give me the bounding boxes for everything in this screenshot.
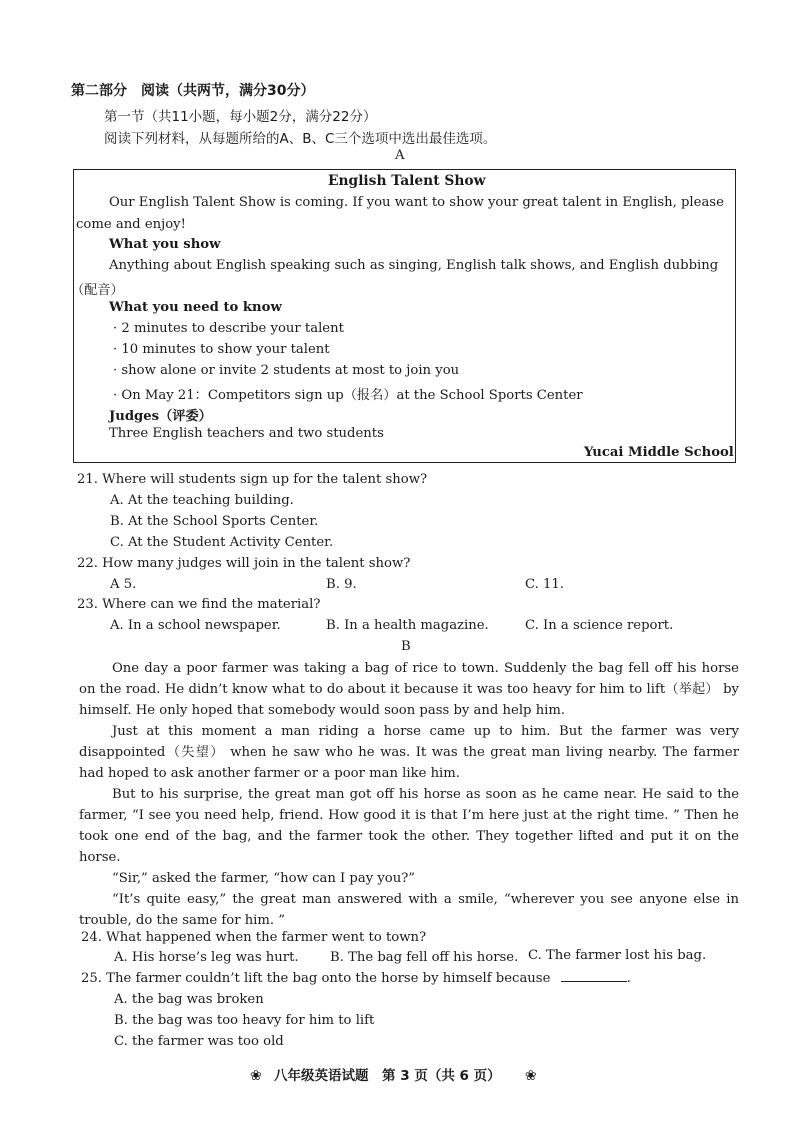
need-bullet: · 10 minutes to show your talent: [113, 342, 330, 357]
question-option: C. 11.: [525, 577, 564, 592]
passage-paragraph: Just at this moment a man riding a horse came up to him. But the farmer was very disappointed（失望） when he saw who he was. It was the great man living nearby. The farmer had hoped to ask another farmer or a poor man like him.: [79, 724, 739, 781]
stem-period: .: [626, 971, 631, 986]
question-stem-text: 25. The farmer couldn’t lift the bag onto the horse by himself because: [81, 971, 551, 986]
question-stem: [81, 971, 631, 986]
instruction: 阅读下列材料，从每题所给的A、B、C三个选项中选出最佳选项。: [104, 131, 497, 147]
question-option: A. At the teaching building.: [110, 493, 294, 508]
question-option: C. In a science report.: [525, 618, 674, 633]
notice-signature: Yucai Middle School: [584, 445, 734, 460]
passage-paragraph: “Sir,” asked the farmer, “how can I pay you?”: [112, 871, 416, 886]
page-footer: [250, 1064, 537, 1084]
question-stem: 24. What happened when the farmer went to town?: [81, 930, 427, 945]
judges-heading: Judges（评委）: [109, 409, 212, 424]
notice-intro-line1: Our English Talent Show is coming. If you want to show your great talent in English, please: [109, 195, 724, 210]
question-stem: 22. How many judges will join in the talent show?: [77, 556, 411, 571]
answer-blank: [561, 981, 627, 982]
passage-paragraph: One day a poor farmer was taking a bag of rice to town. Suddenly the bag fell off his horse on the road. He didn’t know what to do about it because it was too heavy for him to lift（举起） by himself. He only hoped that somebody would soon pass by and help him.: [79, 661, 739, 718]
question-option: A. His horse’s leg was hurt.: [114, 950, 299, 965]
passage-a-label: A: [395, 148, 405, 163]
question-stem: 23. Where can we find the material?: [77, 597, 321, 612]
need-bullet: · On May 21：Competitors sign up（报名）at the School Sports Center: [113, 388, 583, 403]
what-you-show-line2: （配音）: [71, 283, 124, 298]
part-title: 第一节（共11小题，每小题2分，满分22分）: [104, 109, 377, 125]
what-you-show-heading: What you show: [109, 237, 221, 252]
notice-title: English Talent Show: [328, 173, 486, 189]
question-option: B. In a health magazine.: [326, 618, 489, 633]
question-stem: 21. Where will students sign up for the talent show?: [77, 472, 428, 487]
what-you-show-line1: Anything about English speaking such as singing, English talk shows, and English dubbing: [109, 258, 719, 273]
question-option: B. The bag fell off his horse.: [330, 950, 519, 965]
question-option: B. 9.: [326, 577, 357, 592]
question-option: B. At the School Sports Center.: [110, 514, 319, 529]
question-option: C. The farmer lost his bag.: [528, 948, 707, 963]
passage-paragraph: “It’s quite easy,” the great man answered with a smile, “wherever you see anyone else in trouble, do the same for him. ”: [79, 892, 739, 928]
flower-ornament-icon: ❀: [524, 1068, 537, 1084]
question-option: A 5.: [110, 577, 137, 592]
passage-paragraph: But to his surprise, the great man got off his horse as soon as he came near. He said to the farmer, “I see you need help, friend. How good it is that I’m here just at the right time. ” Then he took one end of the bag, and the farmer took the other. They together lifted and put it on the horse.: [79, 787, 739, 865]
question-option: C. At the Student Activity Center.: [110, 535, 334, 550]
question-option: A. the bag was broken: [114, 992, 264, 1007]
question-option: A. In a school newspaper.: [110, 618, 281, 633]
passage-b-body: [79, 658, 739, 931]
question-option: B. the bag was too heavy for him to lift: [114, 1013, 375, 1028]
what-you-need-heading: What you need to know: [109, 300, 282, 315]
flower-ornament-icon: ❀: [250, 1068, 262, 1084]
footer-text: 八年级英语试题 第 3 页（共 6 页）: [274, 1068, 501, 1084]
judges-text: Three English teachers and two students: [109, 426, 384, 441]
need-bullet: · show alone or invite 2 students at most to join you: [113, 363, 460, 378]
section-title: 第二部分 阅读（共两节，满分30分）: [71, 83, 315, 99]
passage-b-label: B: [401, 639, 411, 654]
notice-intro-line2: come and enjoy!: [76, 217, 186, 232]
need-bullet: · 2 minutes to describe your talent: [113, 321, 344, 336]
question-option: C. the farmer was too old: [114, 1034, 284, 1049]
